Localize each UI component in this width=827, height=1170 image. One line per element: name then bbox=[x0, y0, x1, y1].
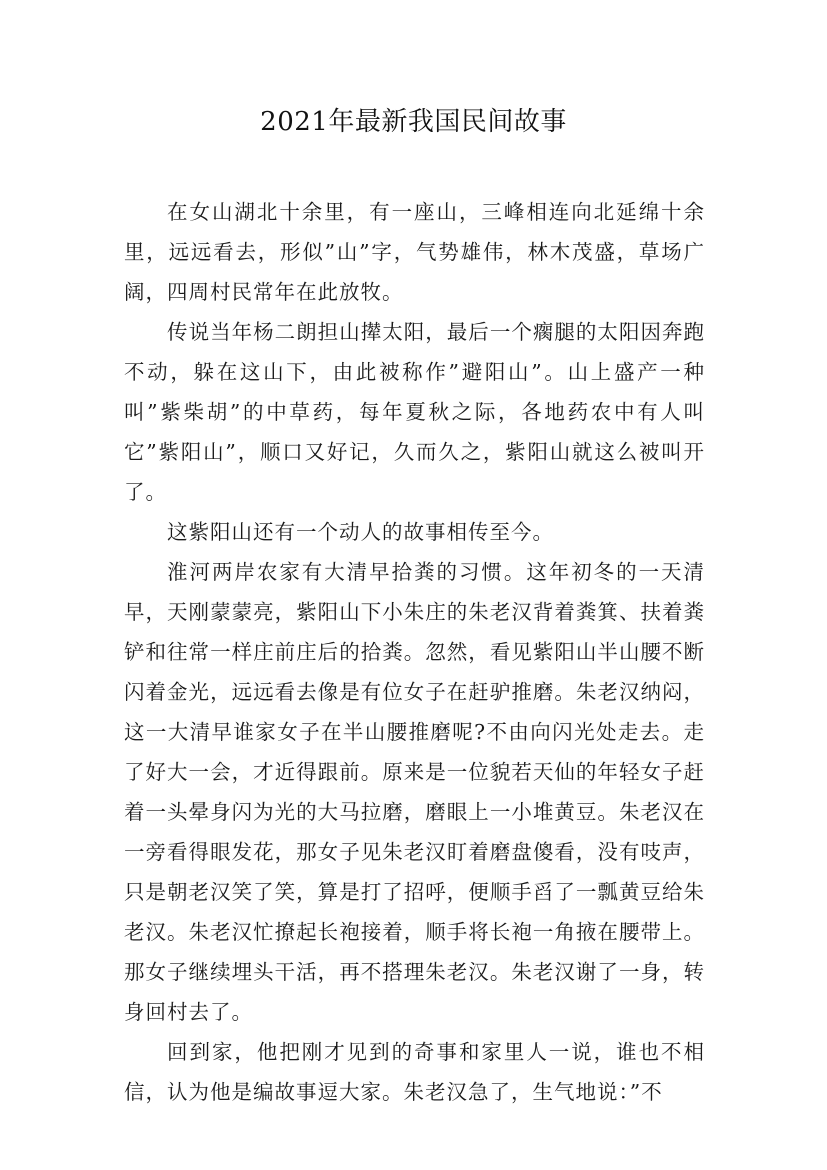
paragraph: 传说当年杨二朗担山撵太阳，最后一个瘸腿的太阳因奔跑不动，躲在这山下，由此被称作”避阳山”。山上盛产一种叫”紫柴胡”的中草药，每年夏秋之际，各地药农中有人叫它”紫阳山”，顺口又好记，久而久之，紫阳山就这么被叫开了。 bbox=[124, 320, 705, 504]
paragraph: 淮河两岸农家有大清早拾粪的习惯。这年初冬的一天清早，天刚蒙蒙亮，紫阳山下小朱庄的朱老汉背着粪箕、扶着粪铲和往常一样庄前庄后的拾粪。忽然，看见紫阳山半山腰不断闪着金光，远远看去像是有位女子在赶驴推磨。朱老汉纳闷，这一大清早谁家女子在半山腰推磨呢?不由向闪光处走去。走了好大一会，才近得跟前。原来是一位貌若天仙的年轻女子赶着一头晕身闪为光的大马拉磨，磨眼上一小堆黄豆。朱老汉在一旁看得眼发花，那女子见朱老汉盯着磨盘傻看，没有吱声，只是朝老汉笑了笑，算是打了招呼，便顺手舀了一瓢黄豆给朱老汉。朱老汉忙撩起长袍接着，顺手将长袍一角掖在腰带上。那女子继续埋头干活，再不搭理朱老汉。朱老汉谢了一身，转身回村去了。 bbox=[124, 560, 705, 1024]
paragraph: 这紫阳山还有一个动人的故事相传至今。 bbox=[167, 520, 555, 544]
document-body bbox=[124, 192, 705, 1112]
paragraph: 回到家，他把刚才见到的奇事和家里人一说，谁也不相信，认为他是编故事逗大家。朱老汉急了，生气地说：”不 bbox=[124, 1040, 705, 1104]
paragraph: 在女山湖北十余里，有一座山，三峰相连向北延绵十余里，远远看去，形似”山”字，气势雄伟，林木茂盛，草场广阔，四周村民常年在此放牧。 bbox=[124, 200, 705, 304]
document-title: 2021年最新我国民间故事 bbox=[260, 107, 567, 137]
